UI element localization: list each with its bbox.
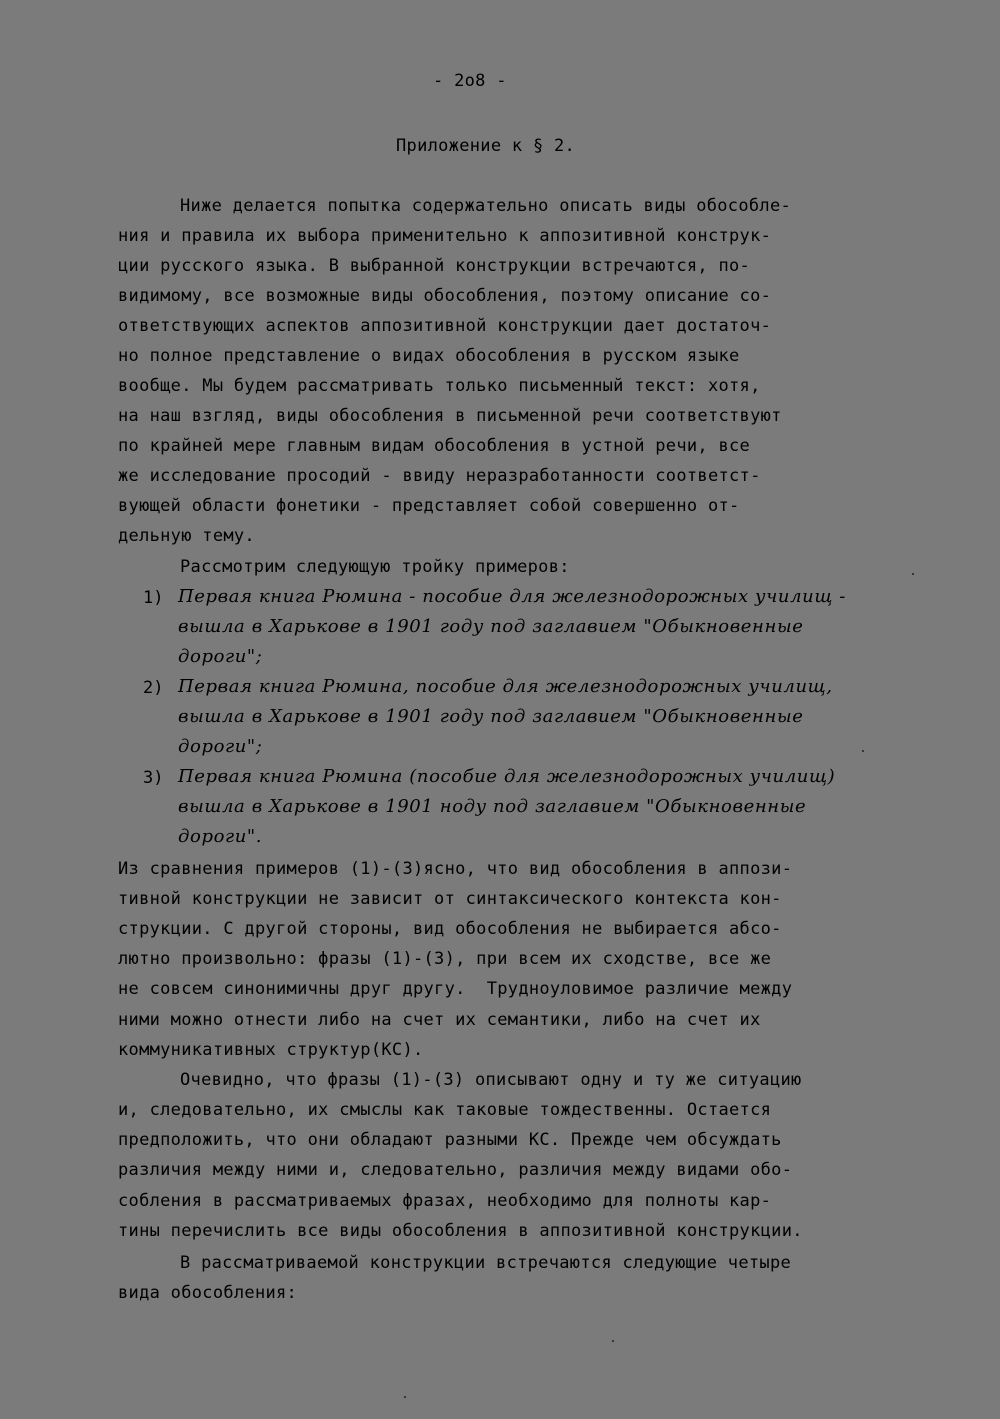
example-line: вышла в Харькове в 1901 ноду под заглавием "Обыкновенные (178, 796, 807, 817)
scan-speck (862, 750, 864, 752)
example-number: 1) (143, 588, 164, 608)
example-number: 2) (143, 678, 164, 698)
text-line: же исследование просодий - ввиду неразработанности соответст- (118, 466, 761, 486)
text-line: не совсем синонимичны друг другу. Трудноуловимое различие между (118, 979, 793, 999)
example-line: Первая книга Рюмина (пособие для железнодорожных училищ) (178, 766, 836, 787)
scan-speck (404, 1396, 406, 1398)
text-line: коммуникативных структур(КС). (118, 1040, 424, 1060)
text-line: Из сравнения примеров (1)-(3)ясно, что вид обособления в аппози- (118, 859, 793, 879)
text-line: и, следовательно, их смыслы как таковые тождественны. Остается (118, 1100, 772, 1120)
text-line: лютно произвольно: фразы (1)-(3), при всем их сходстве, все же (118, 949, 772, 969)
page-number: - 2o8 - (433, 71, 507, 91)
examples-intro: Рассмотрим следующую тройку примеров: (180, 557, 570, 577)
text-line: В рассматриваемой конструкции встречаются следующие четыре (180, 1253, 792, 1273)
text-line: Ниже делается попытка содержательно описать виды обособле- (180, 196, 792, 216)
text-line: вующей области фонетики - представляет собой совершенно от- (118, 496, 740, 516)
text-line: собления в рассматриваемых фразах, необходимо для полноты кар- (118, 1191, 772, 1211)
example-number: 3) (143, 768, 164, 788)
text-line: ции русского языка. В выбранной конструкции встречаются, по- (118, 256, 751, 276)
text-line: по крайней мере главным видам обособления в устной речи, все (118, 436, 751, 456)
text-line: тивной конструкции не зависит от синтаксического контекста кон- (118, 889, 782, 909)
example-line: дороги". (178, 826, 263, 847)
text-line: ответствующих аспектов аппозитивной конструкции дает достаточ- (118, 316, 772, 336)
text-line: на наш взгляд, виды обособления в письменной речи соответствуют (118, 406, 782, 426)
text-line: вида обособления: (118, 1283, 298, 1303)
example-line: Первая книга Рюмина - пособие для железнодорожных училищ - (178, 586, 846, 607)
example-line: вышла в Харькове в 1901 году под заглавием "Обыкновенные (178, 706, 804, 727)
text-line: Очевидно, что фразы (1)-(3) описывают одну и ту же ситуацию (180, 1070, 802, 1090)
text-line: тины перечислить все виды обособления в аппозитивной конструкции. (118, 1221, 803, 1241)
text-line: дельную тему. (118, 526, 255, 546)
example-line: вышла в Харькове в 1901 году под заглавием "Обыкновенные (178, 616, 804, 637)
text-line: видимому, все возможные виды обособления, поэтому описание со- (118, 286, 772, 306)
example-line: дороги"; (178, 646, 263, 667)
section-heading: Приложение к § 2. (396, 136, 576, 156)
scan-speck (612, 1340, 614, 1342)
scan-speck (912, 573, 914, 575)
text-line: но полное представление о видах обособления в русском языке (118, 346, 740, 366)
text-line: вообще. Мы будем рассматривать только письменный текст: хотя, (118, 376, 761, 396)
text-line: различия между ними и, следовательно, различия между видами обо- (118, 1160, 793, 1180)
text-line: струкции. С другой стороны, вид обособления не выбирается абсо- (118, 919, 782, 939)
example-line: дороги"; (178, 736, 263, 757)
text-line: ния и правила их выбора применительно к аппозитивной конструк- (118, 226, 772, 246)
text-line: предположить, что они обладают разными КС. Прежде чем обсуждать (118, 1130, 782, 1150)
example-line: Первая книга Рюмина, пособие для железнодорожных училищ, (178, 676, 833, 697)
text-line: ними можно отнести либо на счет их семантики, либо на счет их (118, 1010, 761, 1030)
